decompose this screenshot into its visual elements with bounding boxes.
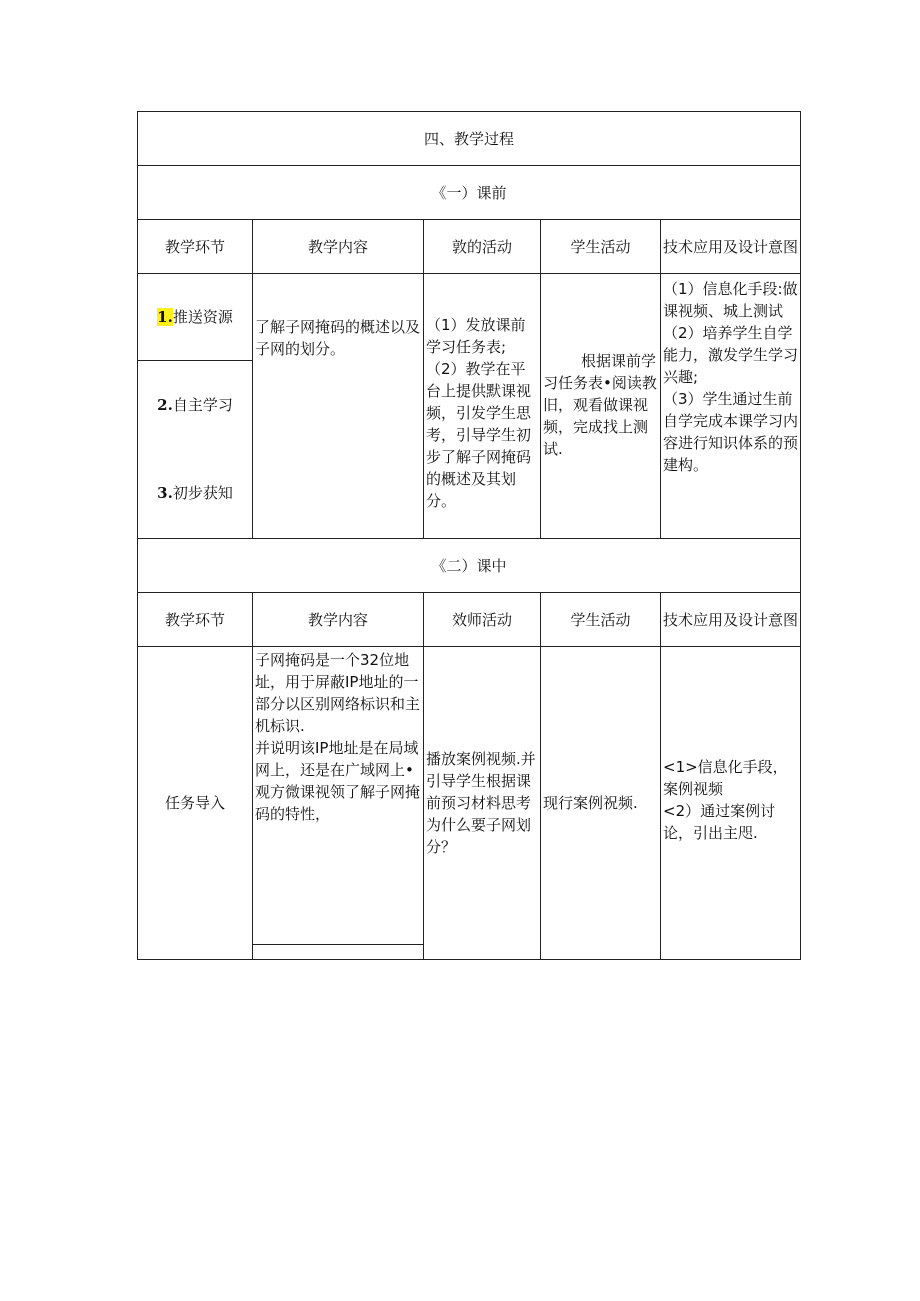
- tech-item-3: （3）学生通过生前自学完成本课学习内容进行知识体系的预建构。: [663, 390, 799, 474]
- stage-initial-knowledge: [138, 449, 253, 539]
- teaching-process-table: [137, 111, 801, 960]
- part1-content: 了解子网掩码的概述以及子网的划分。: [255, 318, 421, 358]
- header-content: 教学内容: [253, 220, 424, 274]
- tech-item-2: （2）培养学生自学能力，激发学生学习兴趣;: [663, 324, 799, 386]
- part1-title: 《一）课前: [138, 166, 801, 220]
- stage-task-intro: 任务导入: [138, 647, 253, 960]
- part2-tech-cell: [661, 647, 801, 960]
- header-student: 学生活动: [541, 220, 661, 274]
- header-tech: 技术应用及设计意图: [661, 220, 801, 274]
- tech-item-1: <1>信息化手段，案例视频: [663, 758, 788, 798]
- section-title: 四、教学过程: [138, 112, 801, 166]
- header-tech: 技术应用及设计意图: [661, 593, 801, 647]
- part1-student-cell: [541, 274, 661, 539]
- part1-header-row: [138, 220, 801, 274]
- teacher-activity-1: （1）发放课前学习任务表;: [426, 316, 526, 356]
- tech-item-2: <2）通过案例讨论，引出主咫.: [663, 802, 776, 842]
- student-activity-1: 根据课前学习任务表•阅读教旧，观看做课视频，完成找上测试.: [543, 352, 657, 458]
- part2-header-row: [138, 593, 801, 647]
- header-stage: 教学环节: [138, 593, 253, 647]
- part2-student-cell: [541, 647, 661, 960]
- stage-label: 初步获知: [172, 484, 233, 503]
- part2-row: [138, 647, 801, 945]
- stage-label: 自主学习: [172, 395, 233, 414]
- part1-content-cell: [253, 274, 424, 539]
- part2-content-cell: [253, 647, 424, 945]
- part1-row: [138, 274, 801, 361]
- stage-number: 3.: [157, 484, 173, 503]
- stage-number: 2.: [157, 395, 173, 414]
- header-teacher: 效师活动: [424, 593, 541, 647]
- content-para-1: 子网掩码是一个32位地址，用于屏蔽IP地址的一部分以区别网络标识和主机标识.: [255, 651, 421, 735]
- header-teacher: 敦的活动: [424, 220, 541, 274]
- empty-sub-cell: [253, 945, 424, 960]
- part2-title: 《二）课中: [138, 539, 801, 593]
- part2-teacher-cell: [424, 647, 541, 960]
- student-activity: 现行案例祝频.: [543, 794, 638, 812]
- header-student: 学生活动: [541, 593, 661, 647]
- part1-teacher-cell: [424, 274, 541, 539]
- content-para-2: 并说明该IP地址是在局域网上，还是在广域网上•观方微课视领了解子网掩码的特性，: [255, 739, 421, 823]
- stage-push-resources: [138, 274, 253, 361]
- tech-item-1: （1）信息化手段:做课视频、城上测试: [663, 280, 798, 320]
- teacher-activity-2: （2）教学在平台上提供默课视频，引发学生思考，引导学生初步了解子网掩码的概述及其划分。: [426, 360, 532, 510]
- stage-number: 1.: [157, 308, 173, 326]
- stage-label: 推送资源: [172, 308, 233, 326]
- part1-tech-cell: [661, 274, 801, 539]
- teacher-activity: 播放案例视频.并引导学生根据课前预习材料思考为什么要子网划分？: [426, 750, 536, 856]
- stage-self-study: [138, 361, 253, 449]
- header-stage: 教学环节: [138, 220, 253, 274]
- header-content: 教学内容: [253, 593, 424, 647]
